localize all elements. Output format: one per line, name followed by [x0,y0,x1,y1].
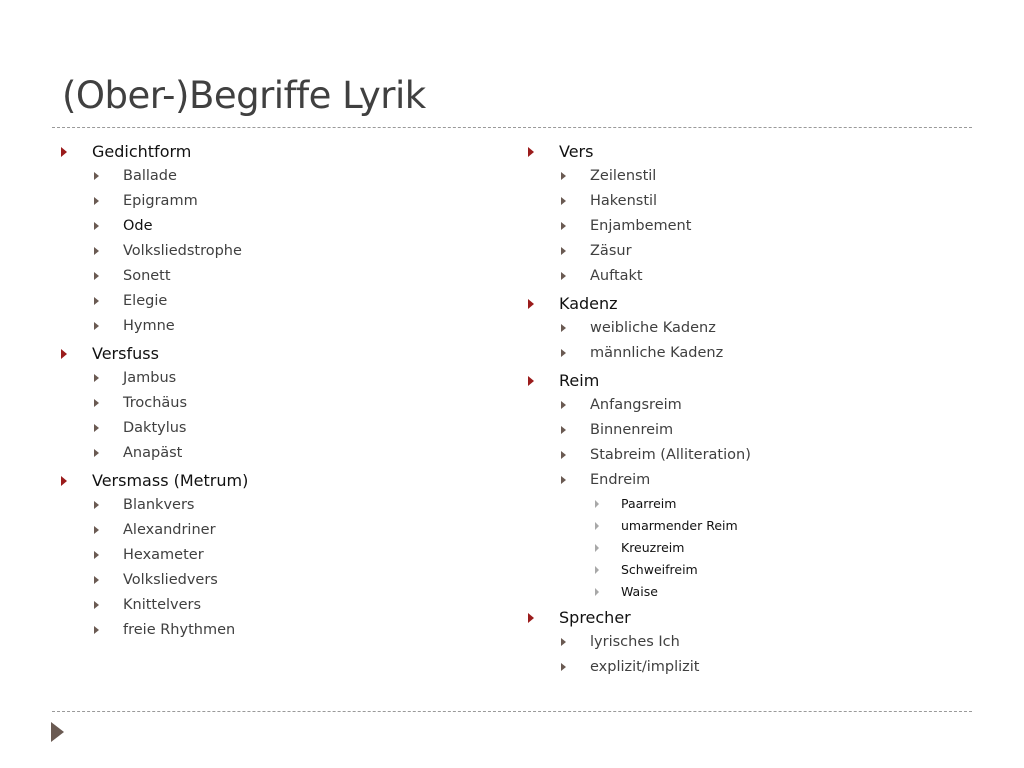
subsubbullet-arrow-icon [595,522,599,530]
subbullet-label: Epigramm [123,193,198,209]
left-column [58,139,248,643]
subbullet-item [58,189,248,214]
subbullet-label: Knittelvers [123,597,202,613]
subbullet-item [525,316,751,341]
subbullet-label: Blankvers [123,497,195,513]
subbullet-item [58,239,248,264]
subbullet-arrow-icon [561,197,566,205]
subbullet-arrow-icon [561,426,566,434]
subbullet-item [58,493,248,518]
subbullet-item [58,543,248,568]
bullet-label: Sprecher [559,608,631,627]
subbullet-arrow-icon [94,172,99,180]
subsubbullet-item [525,581,751,603]
bullet-arrow-icon [528,376,534,386]
bullet-arrow-icon [61,147,67,157]
subbullet-item [58,214,248,239]
subbullet-arrow-icon [561,324,566,332]
subsubbullet-item [525,515,751,537]
subbullet-label: Hymne [123,318,175,334]
subbullet-item [58,391,248,416]
subbullet-arrow-icon [94,626,99,634]
subbullet-label: Zeilenstil [590,168,657,184]
subbullet-item [58,593,248,618]
subbullet-arrow-icon [94,297,99,305]
subbullet-item [525,341,751,366]
subbullet-arrow-icon [94,322,99,330]
slide-title: (Ober-)Begriffe Lyrik [62,74,426,117]
subsubbullet-label: Schweifreim [621,562,698,577]
subbullet-arrow-icon [94,449,99,457]
subbullet-arrow-icon [94,601,99,609]
bullet-arrow-icon [528,613,534,623]
subbullet-item [58,568,248,593]
bullet-reim [525,368,751,393]
subbullet-label: Binnenreim [590,422,674,438]
bullet-vers [525,139,751,164]
bullet-label: Reim [559,371,600,390]
subbullet-label: explizit/implizit [590,659,700,675]
subbullet-arrow-icon [561,172,566,180]
subsubbullet-arrow-icon [595,566,599,574]
bullet-arrow-icon [528,299,534,309]
subsubbullet-arrow-icon [595,588,599,596]
subbullet-label: Stabreim (Alliteration) [590,447,751,463]
subbullet-item [525,189,751,214]
subsubbullet-label: Paarreim [621,496,677,511]
subbullet-arrow-icon [561,663,566,671]
subbullet-label: Anapäst [123,445,183,461]
subbullet-arrow-icon [94,399,99,407]
title-divider [52,127,972,128]
subbullet-label: Alexandriner [123,522,216,538]
subbullet-label: Elegie [123,293,168,309]
subbullet-item [58,264,248,289]
subbullet-label: Jambus [123,370,177,386]
subbullet-arrow-icon [561,476,566,484]
bullet-gedichtform [58,139,248,164]
subsubbullet-arrow-icon [595,544,599,552]
subbullet-label: Daktylus [123,420,187,436]
subsubbullet-label: Waise [621,584,658,599]
subsubbullet-arrow-icon [595,500,599,508]
subbullet-arrow-icon [94,526,99,534]
subbullet-item [58,366,248,391]
subbullet-label: Hexameter [123,547,204,563]
subbullet-arrow-icon [561,349,566,357]
subbullet-label: Volksliedvers [123,572,218,588]
subbullet-item [58,518,248,543]
subsubbullet-label: umarmender Reim [621,518,738,533]
subbullet-label: lyrisches Ich [590,634,680,650]
subsubbullet-item [525,537,751,559]
subsubbullet-label: Kreuzreim [621,540,685,555]
subbullet-arrow-icon [561,638,566,646]
subbullet-arrow-icon [94,424,99,432]
subbullet-item [58,416,248,441]
subbullet-arrow-icon [561,451,566,459]
subbullet-label: männliche Kadenz [590,345,724,361]
subbullet-arrow-icon [94,272,99,280]
subsubbullet-item [525,493,751,515]
bullet-kadenz [525,291,751,316]
subbullet-arrow-icon [94,247,99,255]
subbullet-item [525,214,751,239]
subbullet-label: Auftakt [590,268,643,284]
bullet-arrow-icon [61,476,67,486]
bullet-label: Kadenz [559,294,618,313]
subbullet-item [525,418,751,443]
subbullet-item [525,239,751,264]
footer-divider [52,711,972,712]
right-column [525,139,751,680]
subbullet-arrow-icon [94,551,99,559]
subbullet-item [58,618,248,643]
bullet-versmass [58,468,248,493]
bullet-label: Versmass (Metrum) [92,471,249,490]
subbullet-label: Ode [123,218,153,234]
subbullet-arrow-icon [94,222,99,230]
subbullet-label: Trochäus [123,395,188,411]
subbullet-arrow-icon [561,222,566,230]
subbullet-arrow-icon [94,197,99,205]
bullet-label: Gedichtform [92,142,192,161]
subbullet-label: Anfangsreim [590,397,682,413]
subbullet-item [525,264,751,289]
subsubbullet-item [525,559,751,581]
bullet-versfuss [58,341,248,366]
subbullet-item [58,164,248,189]
subbullet-item [525,164,751,189]
bullet-arrow-icon [528,147,534,157]
subbullet-item [525,443,751,468]
subbullet-item [525,655,751,680]
bullet-label: Versfuss [92,344,159,363]
subbullet-label: Zäsur [590,243,632,259]
subbullet-label: Enjambement [590,218,692,234]
subbullet-label: Hakenstil [590,193,658,209]
subbullet-item [58,441,248,466]
subbullet-arrow-icon [94,501,99,509]
subbullet-label: Endreim [590,472,651,488]
subbullet-label: Sonett [123,268,171,284]
subbullet-item [525,630,751,655]
subbullet-item [58,314,248,339]
subbullet-label: Ballade [123,168,177,184]
subbullet-label: weibliche Kadenz [590,320,716,336]
subbullet-arrow-icon [561,247,566,255]
subbullet-label: freie Rhythmen [123,622,236,638]
subbullet-item [525,393,751,418]
next-slide-arrow-icon[interactable] [51,722,64,742]
subbullet-arrow-icon [94,576,99,584]
subbullet-item [58,289,248,314]
bullet-label: Vers [559,142,594,161]
bullet-sprecher [525,605,751,630]
subbullet-item [525,468,751,493]
subbullet-arrow-icon [561,401,566,409]
subbullet-arrow-icon [561,272,566,280]
bullet-arrow-icon [61,349,67,359]
subbullet-label: Volksliedstrophe [123,243,242,259]
subbullet-arrow-icon [94,374,99,382]
